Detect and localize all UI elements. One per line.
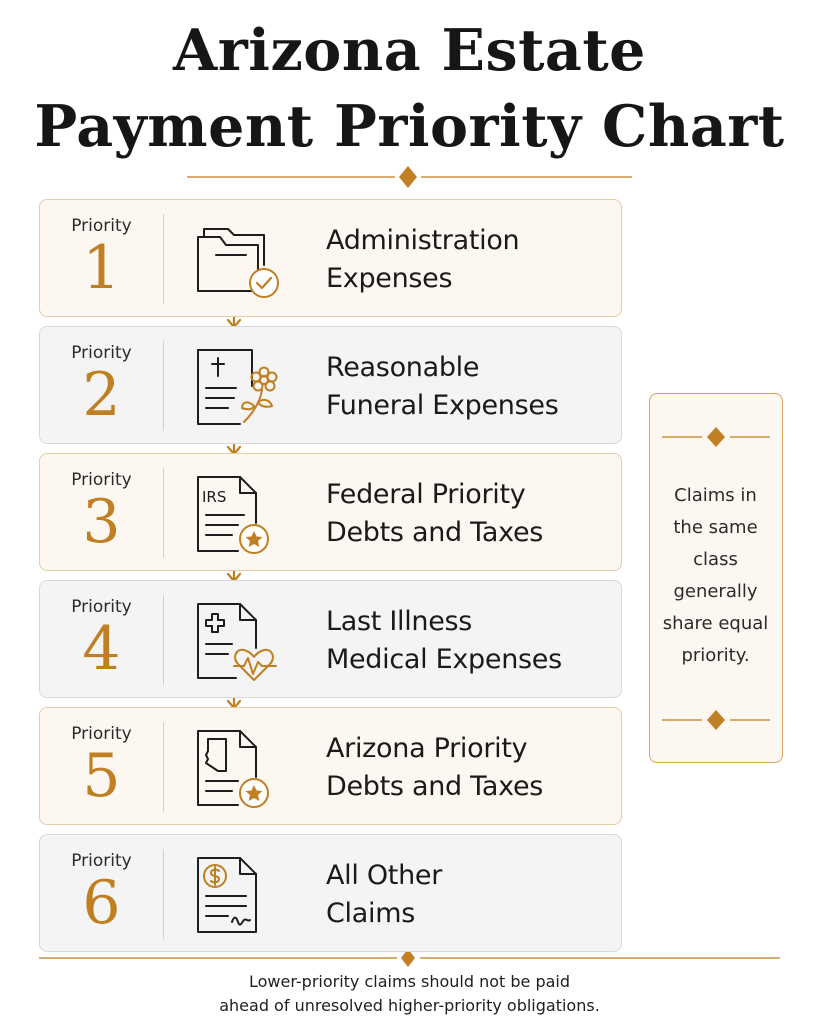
side-note-bottom-ornament xyxy=(662,710,770,730)
side-note-box xyxy=(649,393,783,763)
category-line-2: Medical Expenses xyxy=(326,644,562,675)
category-name xyxy=(326,730,616,806)
priority-label: Priority xyxy=(71,724,132,744)
category-line-1: Administration xyxy=(326,225,520,256)
category-line-2: Claims xyxy=(326,898,415,929)
side-note-line: class xyxy=(693,549,738,570)
category-line-2: Funeral Expenses xyxy=(326,390,559,421)
priority-number: 2 xyxy=(82,360,121,430)
title-line-2: Payment Priority Chart xyxy=(34,93,785,160)
category-line-1: Reasonable xyxy=(326,352,480,383)
card-separator xyxy=(163,595,164,685)
priority-card-5 xyxy=(39,707,622,825)
category-line-1: Federal Priority xyxy=(326,479,526,510)
category-name xyxy=(326,349,616,425)
footer-note xyxy=(0,970,819,1018)
priority-label: Priority xyxy=(71,216,132,236)
priority-number: 5 xyxy=(82,741,121,811)
priority-number: 6 xyxy=(82,868,121,938)
category-line-1: All Other xyxy=(326,860,443,891)
side-note-line: the same xyxy=(673,517,758,538)
priority-label: Priority xyxy=(71,851,132,871)
title-divider xyxy=(187,166,632,188)
priority-card-2 xyxy=(39,326,622,444)
dollar-document-icon xyxy=(188,852,284,938)
priority-card-4 xyxy=(39,580,622,698)
priority-label: Priority xyxy=(71,470,132,490)
category-name xyxy=(326,603,616,679)
footer-line-1: Lower-priority claims should not be paid xyxy=(248,972,571,991)
priority-card-3 xyxy=(39,453,622,571)
card-separator xyxy=(163,722,164,812)
card-separator xyxy=(163,214,164,304)
irs-document-icon xyxy=(188,471,284,557)
priority-card-1 xyxy=(39,199,622,317)
side-note-line: generally xyxy=(673,581,758,602)
footer-line-2: ahead of unresolved higher-priority obligations. xyxy=(219,996,600,1015)
arizona-document-icon xyxy=(188,725,284,811)
category-name xyxy=(326,476,616,552)
medical-document-icon xyxy=(188,598,284,684)
irs-label: IRS xyxy=(202,488,227,506)
category-name xyxy=(326,222,616,298)
side-note-line: priority. xyxy=(681,645,750,666)
title-line-1: Arizona Estate xyxy=(173,17,646,84)
side-note-line: Claims in xyxy=(674,485,757,506)
card-separator xyxy=(163,341,164,431)
category-line-1: Last Illness xyxy=(326,606,473,637)
priority-number: 4 xyxy=(82,614,121,684)
priority-number: 3 xyxy=(82,487,121,557)
priority-card-6 xyxy=(39,834,622,952)
side-note-line: share equal xyxy=(662,613,769,634)
category-line-2: Debts and Taxes xyxy=(326,771,544,802)
card-separator xyxy=(163,468,164,558)
card-separator xyxy=(163,849,164,939)
category-line-2: Expenses xyxy=(326,263,453,294)
folder-check-icon xyxy=(188,217,284,303)
priority-label: Priority xyxy=(71,597,132,617)
side-note-top-ornament xyxy=(662,427,770,447)
funeral-flower-icon xyxy=(188,344,284,430)
side-note-text xyxy=(650,480,781,672)
category-name xyxy=(326,857,616,933)
category-line-2: Debts and Taxes xyxy=(326,517,544,548)
priority-label: Priority xyxy=(71,343,132,363)
category-line-1: Arizona Priority xyxy=(326,733,528,764)
priority-number: 1 xyxy=(82,233,121,303)
